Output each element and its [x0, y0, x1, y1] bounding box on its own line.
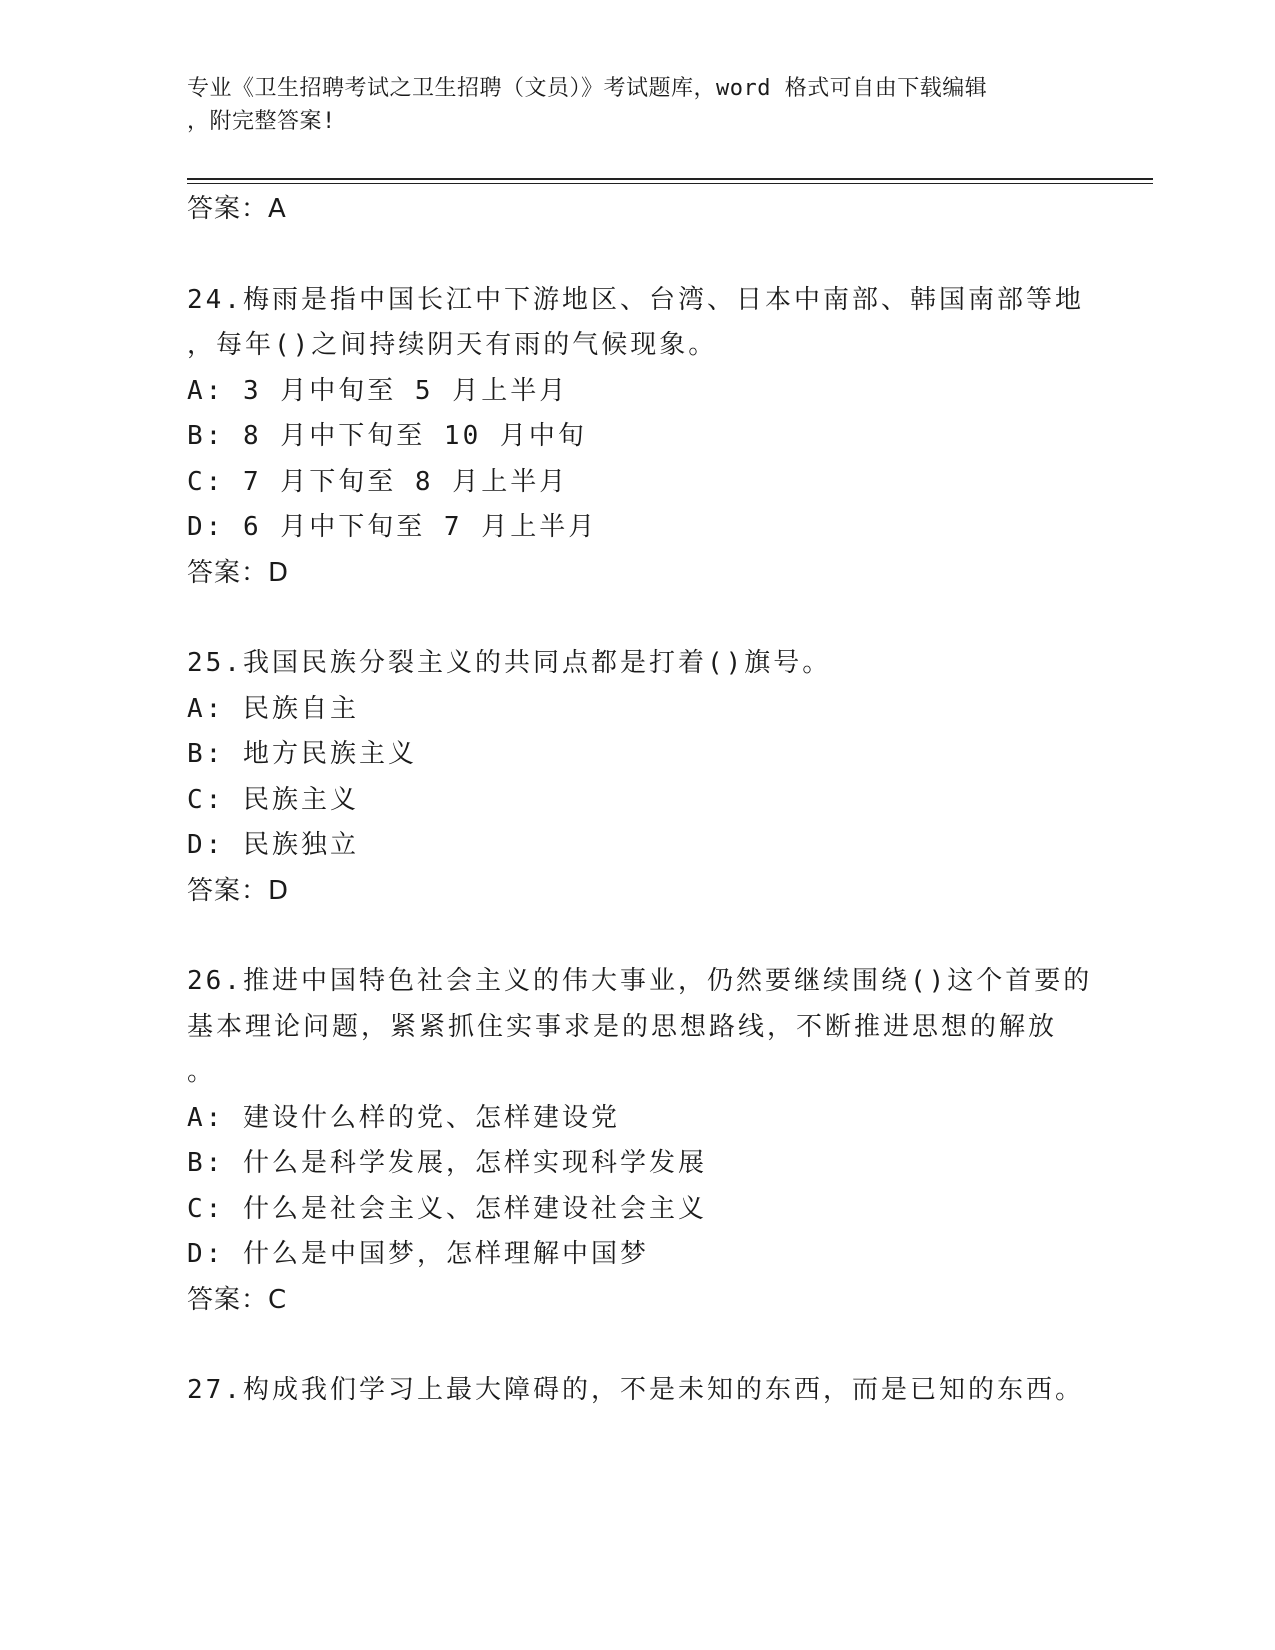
question-stem-line: 基本理论问题，紧紧抓住实事求是的思想路线，不断推进思想的解放 — [187, 1011, 1058, 1042]
question-stem-line: 27.构成我们学习上最大障碍的，不是未知的东西，而是已知的东西。 — [187, 1375, 1084, 1405]
option-a: A: 3 月中旬至 5 月上半月 — [187, 375, 569, 406]
question-stem-line: 24.梅雨是指中国长江中下游地区、台湾、日本中南部、韩国南部等地 — [187, 284, 1084, 315]
document-header — [187, 72, 1067, 138]
question-stem-line: 。 — [187, 1057, 217, 1087]
option-d: D: 6 月中下旬至 7 月上半月 — [187, 512, 598, 542]
question-stem-line: 25.我国民族分裂主义的共同点都是打着()旗号。 — [187, 648, 832, 678]
option-c: C: 民族主义 — [187, 784, 359, 815]
option-c: C: 7 月下旬至 8 月上半月 — [187, 466, 569, 497]
question-stem-line: 26.推进中国特色社会主义的伟大事业，仍然要继续围绕()这个首要的 — [187, 966, 1093, 996]
question-27 — [187, 1368, 1087, 1414]
option-d: D: 什么是中国梦，怎样理解中国梦 — [187, 1239, 649, 1269]
header-divider-thin — [187, 183, 1153, 184]
option-a: A: 民族自主 — [187, 693, 359, 724]
question-stem-line: ，每年()之间持续阴天有雨的气候现象。 — [187, 330, 718, 360]
answer: 答案：D — [187, 875, 290, 906]
header-line-1: 专业《卫生招聘考试之卫生招聘（文员）》考试题库，word 格式可自由下载编辑 — [187, 76, 988, 101]
option-b: B: 地方民族主义 — [187, 739, 417, 769]
answer: 答案：D — [187, 557, 290, 588]
option-b: B: 8 月中下旬至 10 月中旬 — [187, 421, 587, 451]
question-26 — [187, 959, 1093, 1323]
answer-previous: 答案：A — [187, 194, 287, 224]
option-b: B: 什么是科学发展，怎样实现科学发展 — [187, 1148, 707, 1178]
header-line-2: ，附完整答案! — [187, 109, 336, 134]
header-divider-thick — [187, 178, 1153, 180]
answer: 答案：C — [187, 1284, 288, 1315]
option-d: D: 民族独立 — [187, 830, 359, 860]
option-a: A: 建设什么样的党、怎样建设党 — [187, 1102, 620, 1133]
question-24 — [187, 278, 1087, 597]
question-list — [187, 187, 1093, 1414]
option-c: C: 什么是社会主义、怎样建设社会主义 — [187, 1193, 707, 1224]
question-25 — [187, 641, 1087, 914]
